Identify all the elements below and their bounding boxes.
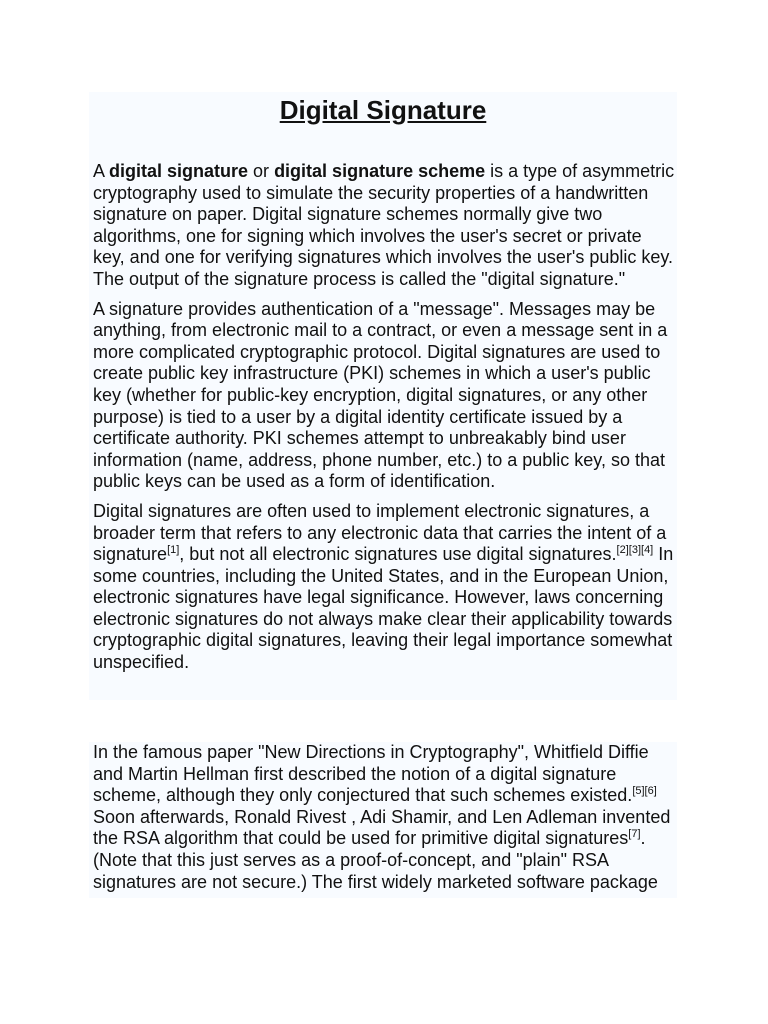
content-block-intro [89,92,677,700]
text-run: In some countries, including the United States, and in the European Union, electronic signatures have legal significance. However, laws concerning electronic signatures do not always make clear their applicability towards cryptographic digital signatures, leaving their legal importance somewhat unspecified. [93,544,674,673]
content-block-history [89,742,677,898]
text-run: , but not all electronic signatures use digital signatures. [179,544,617,565]
bold-term: digital signature scheme [274,161,486,181]
text-run: Soon afterwards, Ronald Rivest , Adi Shamir, and Len Adleman invented the RSA algorithm that could be used for primitive digital signatures [93,806,671,849]
text-run: A signature provides authentication of a "message". Messages may be anything, from electronic mail to a contract, or even a message sent in a more complicated cryptographic protocol. Digital signatures are used to create public key infrastructure (PKI) schemes in which a user's public key (whether for public-key encryption, digital signatures, or any other purpose) is tied to a user by a digital identity certificate issued by a certificate authority. PKI schemes attempt to unbreakably bind user information (name, address, phone number, etc.) to a public key, so that public keys can be used as a form of identification. [93,298,668,492]
text-run: A [93,161,110,181]
citation-ref[interactable]: [2][3][4] [616,544,654,557]
text-run: Digital signatures are often used to implement electronic signatures, a broader term that refers to any electronic data that carries the intent of a signature [93,500,667,565]
text-run: In the famous paper "New Directions in Cryptography", Whitfield Diffie and Martin Hellman first described the notion of a digital signature scheme, although they only conjectured that such schemes existed. [93,742,649,806]
page-title: Digital Signature [279,95,487,125]
text-run: or [248,161,275,181]
text-run: is a type of asymmetric cryptography used to simulate the security properties of a handwritten signature on paper. Digital signature schemes normally give two algorithms, one for signing which involves the user's secret or private key, and one for verifying signatures which involves the user's public key. The output of the signature process is called the "digital signature." [93,161,675,289]
citation-ref[interactable]: [5][6] [632,785,657,798]
citation-ref[interactable]: [1] [167,544,180,557]
paragraph-authentication [89,299,677,493]
citation-ref[interactable]: [7] [628,828,641,841]
text-run: . (Note that this just serves as a proof-of-concept, and "plain" RSA signatures are not secure.) The first widely marketed software package [93,828,658,892]
paragraph-history [89,742,677,893]
paragraph-electronic-signatures [89,501,677,674]
paragraph-definition [89,161,677,291]
bold-term: digital signature [109,161,249,181]
